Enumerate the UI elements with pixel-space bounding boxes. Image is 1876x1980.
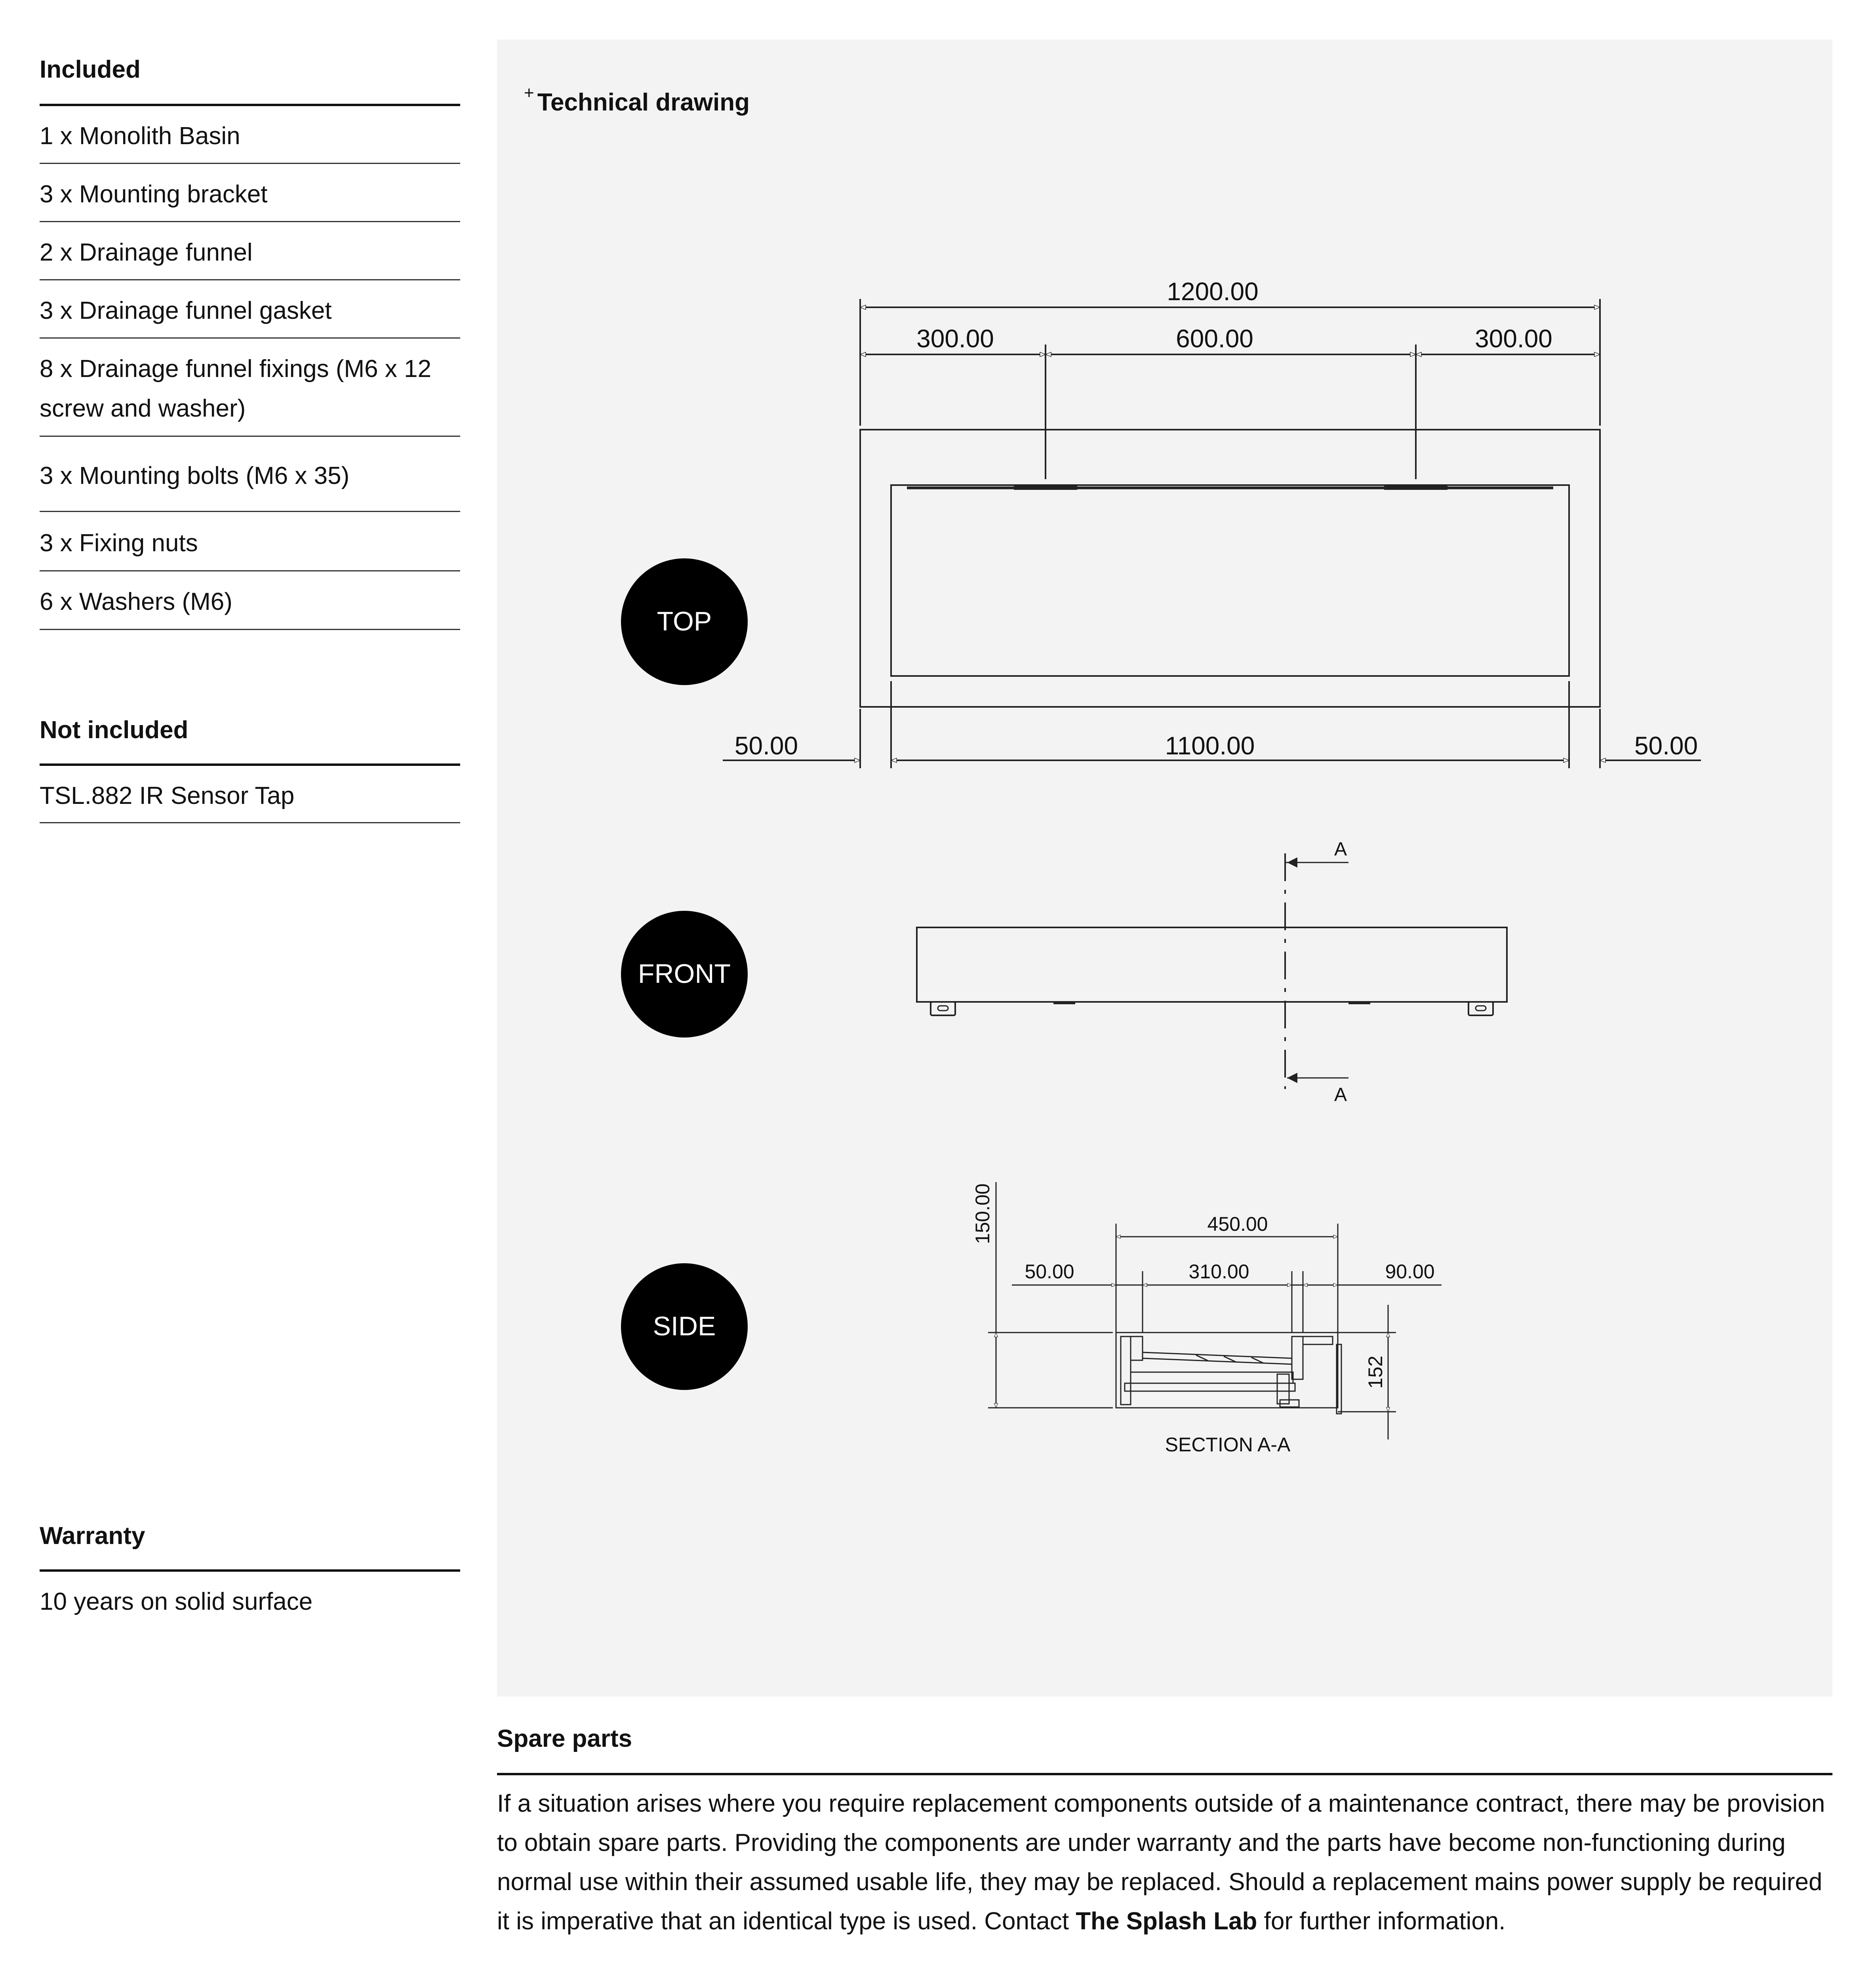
spare-parts-text [497, 1784, 1836, 1941]
divider [40, 511, 460, 512]
front-view [917, 853, 1507, 1089]
technical-drawing-panel [497, 40, 1832, 1696]
top-view [723, 299, 1701, 768]
divider [40, 570, 460, 571]
brand-name: The Splash Lab [1076, 1908, 1257, 1935]
section-mark-bottom: A [1334, 1084, 1347, 1105]
dim-overall-width: 1200.00 [1167, 277, 1259, 306]
divider [40, 221, 460, 222]
included-item: 6 x Washers (M6) [40, 588, 232, 615]
dim-left-segment: 300.00 [916, 324, 994, 353]
divider [40, 163, 460, 164]
included-item-continued: screw and washer) [40, 395, 246, 422]
section-mark-top: A [1334, 839, 1347, 860]
view-label-top: TOP [657, 606, 712, 636]
warranty-title: Warranty [40, 1522, 145, 1550]
included-title: Included [40, 56, 141, 83]
view-badge-top [621, 558, 748, 685]
not-included-item: TSL.882 IR Sensor Tap [40, 782, 295, 809]
included-item: 3 x Mounting bracket [40, 181, 268, 208]
divider [40, 337, 460, 339]
divider [40, 629, 460, 630]
divider [40, 436, 460, 437]
divider [40, 279, 460, 280]
not-included-title: Not included [40, 716, 189, 744]
dim-right-segment: 300.00 [1475, 324, 1552, 353]
plus-icon: + [524, 83, 534, 103]
dim-side-middle: 310.00 [1188, 1260, 1249, 1283]
not-included-title-rule [40, 763, 460, 766]
dim-margin-left: 50.00 [734, 731, 798, 760]
warranty-item: 10 years on solid surface [40, 1588, 313, 1615]
dim-middle-segment: 600.00 [1176, 324, 1253, 353]
dim-side-left: 50.00 [1025, 1260, 1074, 1283]
view-badge-front [621, 911, 748, 1038]
included-item: 3 x Drainage funnel gasket [40, 297, 332, 324]
spare-parts-text-end: for further information. [1257, 1908, 1506, 1935]
technical-drawing-title: Technical drawing [537, 89, 750, 116]
spare-parts-text-body: If a situation arises where you require replacement components outside of a maintenance contract, there may be provision to obtain spare parts. Providing the components are under warranty and the parts have become non-functioning during normal use within their assumed usable life, they may be replaced. Should a replacement mains power supply be required it is imperative that an identical type is used. Contact [497, 1790, 1825, 1935]
technical-drawing [497, 40, 1832, 1696]
view-badge-side [621, 1263, 748, 1390]
included-title-rule [40, 104, 460, 106]
divider [40, 822, 460, 823]
warranty-title-rule [40, 1569, 460, 1572]
spare-parts-rule [497, 1773, 1832, 1775]
dim-side-right-height: 152 [1364, 1356, 1387, 1389]
view-label-side: SIDE [653, 1311, 716, 1341]
dim-margin-right: 50.00 [1634, 731, 1698, 760]
spare-parts-title: Spare parts [497, 1725, 632, 1752]
dim-inner-width: 1100.00 [1165, 731, 1255, 760]
included-item: 3 x Fixing nuts [40, 529, 198, 557]
included-item: 8 x Drainage funnel fixings (M6 x 12 [40, 355, 432, 383]
included-item: 3 x Mounting bolts (M6 x 35) [40, 462, 350, 489]
dim-side-width: 450.00 [1207, 1213, 1268, 1235]
included-item: 2 x Drainage funnel [40, 239, 253, 266]
dim-side-right: 90.00 [1385, 1260, 1435, 1283]
section-caption: SECTION A-A [1165, 1434, 1291, 1456]
view-label-front: FRONT [638, 959, 731, 989]
included-item: 1 x Monolith Basin [40, 122, 240, 150]
dim-side-height: 150.00 [971, 1183, 994, 1244]
